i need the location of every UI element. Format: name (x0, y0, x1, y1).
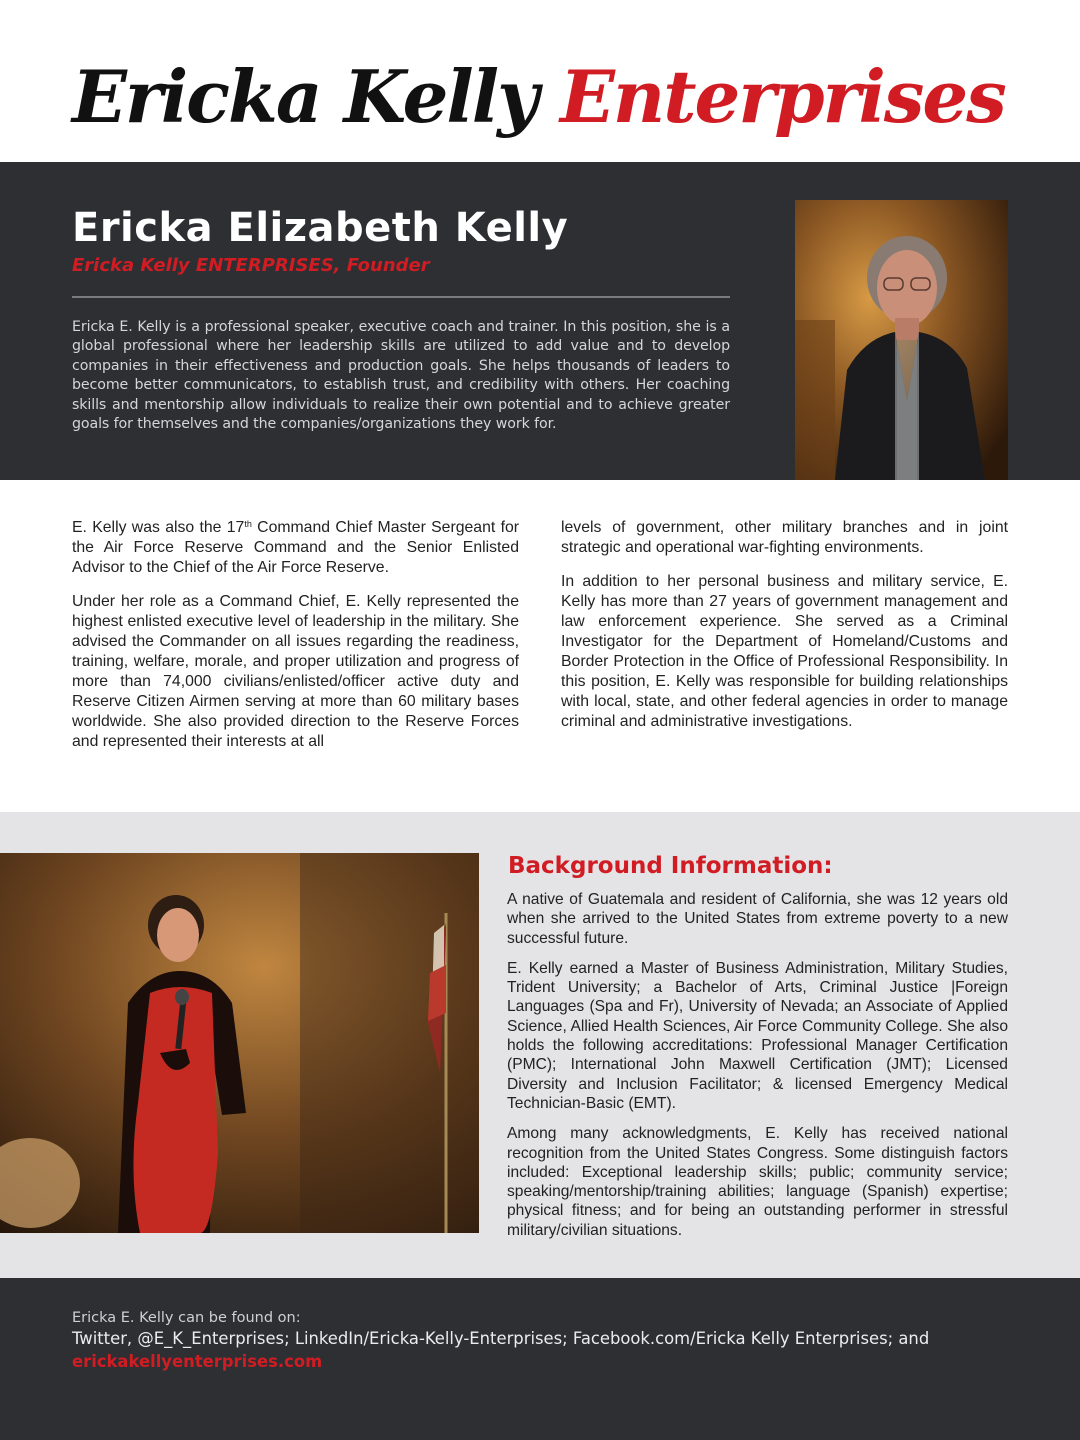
career-section (0, 480, 1080, 812)
brand-name-part: Ericka Kelly (72, 54, 537, 139)
background-section (0, 812, 1080, 1278)
divider (72, 296, 730, 298)
person-role: Ericka Kelly ENTERPRISES, Founder (72, 255, 430, 276)
career-paragraph-4: In addition to her personal business and military service, E. Kelly has more than 27 years of government management and law enforcement experience. She served as a Criminal Investigator for the Department of Homeland/Customs and Border Protection in the Office of Professional Responsibility. In this position, E. Kelly was responsible for building relationships with local, state, and other federal agencies in order to manage criminal and administrative investigations. (561, 573, 1008, 730)
footer-social-links[interactable]: Twitter, @E_K_Enterprises; LinkedIn/Ericka-Kelly-Enterprises; Facebook.com/Ericka Kelly Enterprises; and (72, 1329, 930, 1348)
background-paragraph-2: E. Kelly earned a Master of Business Administration, Military Studies, Trident University; a Bachelor of Arts, Criminal Justice |Foreign Languages (Spa and Fr), University of Nevada; an Associate of Applied Science, Allied Health Sciences, Air Force Community College. She also holds the following accreditations: Professional Manager Certification (PMC); International John Maxwell Certification (JMT); Licensed Diversity and Inclusion Facilitator; & licensed Emergency Medical Technician-Basic (EMT). (507, 959, 1008, 1112)
career-column-left (72, 518, 519, 766)
masthead (0, 0, 1080, 162)
career-paragraph-3: levels of government, other military branches and in joint strategic and operational war-fighting environments. (561, 519, 1008, 556)
person-name: Ericka Elizabeth Kelly (72, 205, 569, 251)
footer-intro: Ericka E. Kelly can be found on: (72, 1310, 301, 1326)
footer (0, 1278, 1080, 1440)
career-paragraph-1: E. Kelly was also the 17th Command Chief Master Sergeant for the Air Force Reserve Command and the Senior Enlisted Advisor to the Chief of the Air Force Reserve. (72, 519, 519, 576)
career-column-right (561, 518, 1008, 746)
background-text (507, 890, 1008, 1251)
bio-section (0, 162, 1080, 480)
portrait-illustration (795, 200, 1008, 480)
portrait-photo (795, 200, 1008, 480)
brand-enterprises-part: Enterprises (560, 54, 1005, 139)
speaking-illustration (0, 853, 479, 1233)
website-link[interactable]: erickakellyenterprises.com (72, 1352, 323, 1371)
career-paragraph-2: Under her role as a Command Chief, E. Kelly represented the highest enlisted executive level of leadership in the military. She advised the Commander on all issues regarding the readiness, training, welfare, morale, and proper utilization and progress of more than 74,000 civilians/enlisted/officer active duty and Reserve Citizen Airmen serving at more than 60 military bases worldwide. She also provided direction to the Reserve Forces and represented their interests at all (72, 593, 519, 750)
speaking-photo (0, 853, 479, 1233)
background-paragraph-1: A native of Guatemala and resident of California, she was 12 years old when she arrived to the United States from extreme poverty to a new successful future. (507, 891, 1008, 947)
background-paragraph-3: Among many acknowledgments, E. Kelly has received national recognition from the United States Congress. Some distinguish factors included: Exceptional leadership skills; public; community service; speaking/mentorship/training abilities; language (Spanish) expertise; physical fitness; and for being an outstanding performer in stressful military/civilian situations. (507, 1125, 1008, 1239)
bio-summary: Ericka E. Kelly is a professional speaker, executive coach and trainer. In this position, she is a global professional where her leadership skills are utilized to add value and to develop companies in their effectiveness and production goals. She helps thousands of leaders to become better communicators, to establish trust, and credibility with others. Her coaching skills and mentorship allow individuals to realize their own potential and to achieve greater goals for themselves and the companies/organizations they work for. (72, 319, 730, 433)
background-heading: Background Information: (508, 853, 833, 879)
brand-logo-title (72, 52, 1005, 142)
